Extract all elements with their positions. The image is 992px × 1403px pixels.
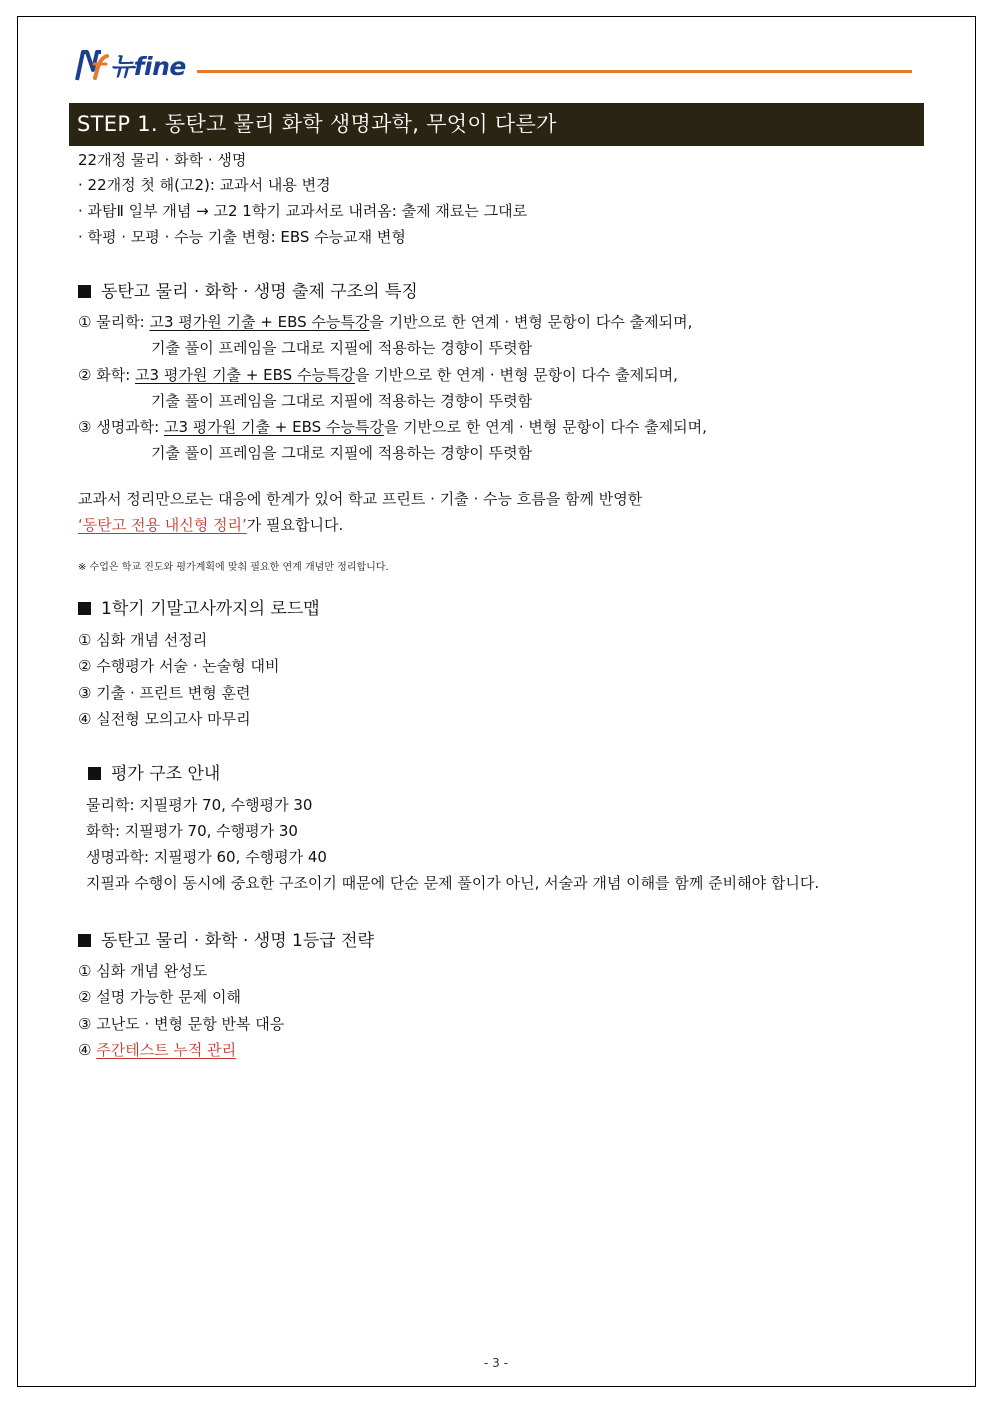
structure-item-line2: 기출 풀이 프레임을 그대로 지필에 적용하는 경향이 뚜렷함 bbox=[151, 392, 533, 410]
structure-item: ① 물리학: 고3 평가원 기출 + EBS 수능특강을 기반으로 한 연계 · 변형 문항이 다수 출제되며, bbox=[78, 313, 693, 331]
evaluation-item: 물리학: 지필평가 70, 수행평가 30 bbox=[86, 796, 313, 814]
section-heading-strategy: 동탄고 물리 · 화학 · 생명 1등급 전략 bbox=[78, 930, 374, 952]
highlight-text: 주간테스트 누적 관리 bbox=[96, 1041, 237, 1059]
evaluation-item: 생명과학: 지필평가 60, 수행평가 40 bbox=[86, 848, 327, 866]
step-title-bar: STEP 1. 동탄고 물리 화학 생명과학, 무엇이 다른가 bbox=[69, 103, 924, 146]
evaluation-item: 화학: 지필평가 70, 수행평가 30 bbox=[86, 822, 298, 840]
logo-text: 뉴fine bbox=[110, 52, 186, 81]
section-heading-roadmap: 1학기 기말고사까지의 로드맵 bbox=[78, 598, 320, 620]
strategy-item: ④ 주간테스트 누적 관리 bbox=[78, 1041, 237, 1059]
structure-item-line2: 기출 풀이 프레임을 그대로 지필에 적용하는 경향이 뚜렷함 bbox=[151, 339, 533, 357]
section-heading-evaluation: 평가 구조 안내 bbox=[88, 763, 220, 785]
black-square-icon bbox=[78, 934, 91, 947]
roadmap-item: ② 수행평가 서술 · 논술형 대비 bbox=[78, 657, 280, 675]
structure-item-line2: 기출 풀이 프레임을 그대로 지필에 적용하는 경향이 뚜렷함 bbox=[151, 444, 533, 462]
intro-bullet: · 과탐Ⅱ 일부 개념 → 고2 1학기 교과서로 내려옴: 출제 재료는 그대로 bbox=[78, 202, 528, 220]
nf-logo-icon bbox=[74, 48, 110, 82]
structure-summary: 교과서 정리만으로는 대응에 한계가 있어 학교 프린트 · 기출 · 수능 흐름을 함께 반영한 bbox=[78, 490, 643, 508]
structure-summary-highlight-line: ‘동탄고 전용 내신형 정리’가 필요합니다. bbox=[78, 516, 344, 534]
structure-note: ※ 수업은 학교 진도와 평가계획에 맞춰 필요한 연계 개념만 정리합니다. bbox=[78, 562, 389, 573]
header-divider bbox=[197, 70, 912, 73]
roadmap-item: ④ 실전형 모의고사 마무리 bbox=[78, 710, 251, 728]
structure-item: ② 화학: 고3 평가원 기출 + EBS 수능특강을 기반으로 한 연계 · 변형 문항이 다수 출제되며, bbox=[78, 366, 678, 384]
black-square-icon bbox=[78, 285, 91, 298]
roadmap-item: ① 심화 개념 선정리 bbox=[78, 631, 208, 649]
page-number: - 3 - bbox=[484, 1356, 508, 1370]
strategy-item: ① 심화 개념 완성도 bbox=[78, 962, 208, 980]
roadmap-item: ③ 기출 · 프린트 변형 훈련 bbox=[78, 684, 251, 702]
strategy-item: ③ 고난도 · 변형 문항 반복 대응 bbox=[78, 1015, 285, 1033]
strategy-item: ② 설명 가능한 문제 이해 bbox=[78, 988, 241, 1006]
section-heading-structure: 동탄고 물리 · 화학 · 생명 출제 구조의 특징 bbox=[78, 281, 418, 303]
brand-logo bbox=[74, 48, 186, 82]
intro-heading: 22개정 물리 · 화학 · 생명 bbox=[78, 151, 247, 169]
evaluation-note: 지필과 수행이 동시에 중요한 구조이기 때문에 단순 문제 풀이가 아닌, 서술과 개념 이해를 함께 준비해야 합니다. bbox=[86, 874, 820, 892]
structure-item: ③ 생명과학: 고3 평가원 기출 + EBS 수능특강을 기반으로 한 연계 · 변형 문항이 다수 출제되며, bbox=[78, 418, 707, 436]
black-square-icon bbox=[78, 602, 91, 615]
intro-bullet: · 22개정 첫 해(고2): 교과서 내용 변경 bbox=[78, 176, 331, 194]
intro-bullet: · 학평 · 모평 · 수능 기출 변형: EBS 수능교재 변형 bbox=[78, 228, 406, 246]
black-square-icon bbox=[88, 767, 101, 780]
highlight-text: ‘동탄고 전용 내신형 정리’ bbox=[78, 516, 247, 534]
